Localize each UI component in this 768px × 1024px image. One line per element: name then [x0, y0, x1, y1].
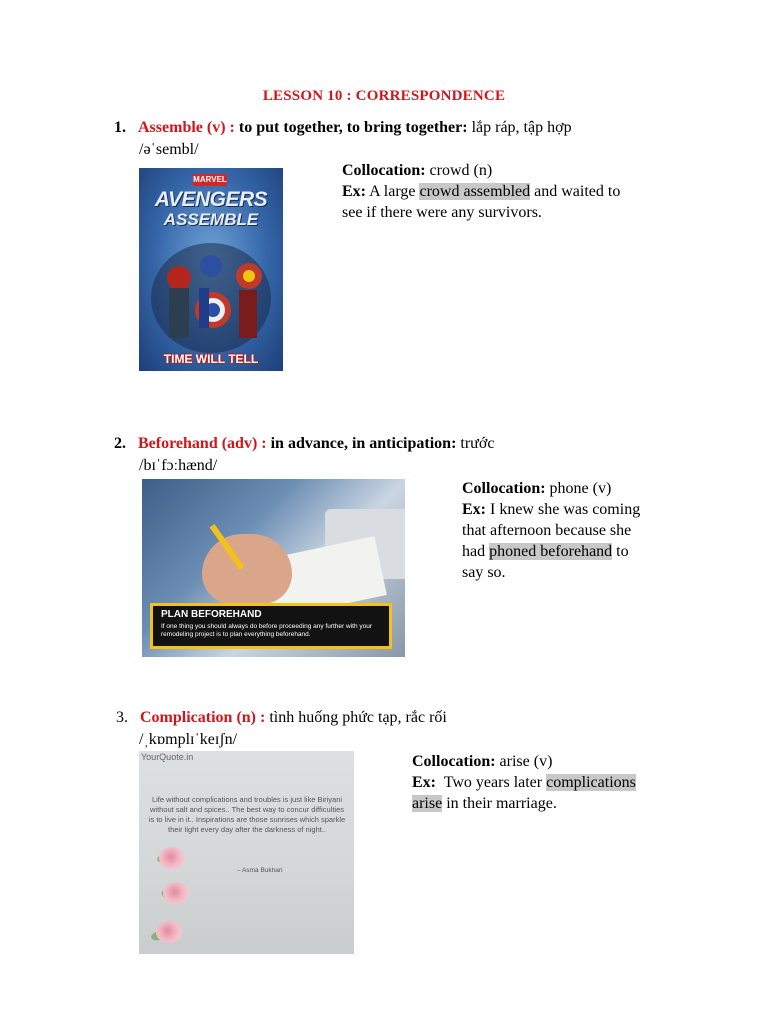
hand-shape	[202, 534, 292, 604]
entry-term: Assemble (v) :	[138, 119, 235, 136]
example-highlight: phoned beforehand	[489, 543, 613, 560]
example-text: had	[462, 543, 486, 560]
poster-title-2: ASSEMBLE	[163, 210, 259, 229]
rose-decoration	[159, 847, 185, 869]
rose-decoration	[163, 882, 189, 904]
example-text: in their marriage.	[446, 795, 557, 812]
yourquote-logo: YourQuote.in	[141, 752, 194, 762]
entry-3-phonetic: /ˌkɒmplɪˈkeɪʃn/	[139, 731, 238, 748]
example-highlight: arise	[412, 795, 443, 812]
example-highlight: complications	[546, 774, 636, 791]
plan-beforehand-image	[142, 479, 405, 657]
heroes-illustration	[139, 168, 283, 371]
lesson-title: LESSON 10 : CORRESPONDENCE	[262, 88, 506, 104]
entry-1-notes	[342, 160, 672, 223]
marvel-logo: MARVEL	[193, 175, 227, 184]
entry-2-headline	[114, 435, 494, 453]
example-text: say so.	[462, 564, 506, 581]
poster-title-1: AVENGERS	[154, 188, 268, 211]
entry-meaning: tình huống phức tạp, rắc rối	[269, 709, 447, 726]
quote-image	[139, 751, 354, 954]
example-label: Ex:	[462, 501, 486, 518]
example-text: that afternoon because she	[462, 522, 632, 539]
entry-definition: to put together, to bring together:	[238, 119, 468, 136]
poster-tagline: TIME WILL TELL	[163, 352, 259, 366]
entry-number: 3.	[116, 709, 128, 726]
quote-author: – Asma Bukhari	[237, 867, 283, 874]
entry-2-notes	[462, 478, 682, 583]
entry-2-phonetic: /bɪˈfɔːhænd/	[139, 457, 218, 474]
collocation-label: Collocation:	[462, 480, 546, 497]
entry-term: Beforehand (adv) :	[138, 435, 267, 452]
rose-decoration	[156, 921, 182, 943]
example-text: and waited to	[534, 183, 621, 200]
example-highlight: crowd assembled	[419, 183, 531, 200]
plan-caption-box	[150, 603, 392, 649]
entry-term: Complication (n) :	[140, 709, 266, 726]
entry-number: 1.	[114, 119, 126, 136]
entry-meaning: lắp ráp, tập hợp	[471, 119, 572, 136]
collocation-label: Collocation:	[342, 162, 426, 179]
entry-number: 2.	[114, 435, 126, 452]
plan-heading: PLAN BEFOREHAND	[161, 609, 262, 620]
example-label: Ex:	[412, 774, 436, 791]
collocation-value: arise (v)	[499, 753, 553, 770]
avengers-assemble-image	[139, 168, 283, 371]
entry-definition: in advance, in anticipation:	[270, 435, 457, 452]
collocation-value: crowd (n)	[429, 162, 493, 179]
example-text: A large	[369, 183, 416, 200]
plan-body: If one thing you should always do before proceeding any further with your remodeling project is to plan everything beforehand.	[161, 623, 373, 638]
example-label: Ex:	[342, 183, 366, 200]
example-text: Two years later	[443, 774, 543, 791]
entry-3-headline	[116, 709, 447, 727]
entry-1-headline	[114, 119, 572, 137]
entry-meaning: trước	[460, 435, 495, 452]
quote-text: Life without complications and troubles is just like Biriyani without salt and spices.. The best way to concur difficulties is to live in it.. Inspirations are those sunrises which sparkle their light every day after the darkness of night..	[148, 795, 346, 834]
example-text: see if there were any survivors.	[342, 204, 542, 221]
entry-3-notes	[412, 751, 682, 814]
collocation-value: phone (v)	[549, 480, 612, 497]
entry-1-phonetic: /əˈsembl/	[139, 141, 199, 158]
example-text: I knew she was coming	[490, 501, 641, 518]
collocation-label: Collocation:	[412, 753, 496, 770]
example-text: to	[616, 543, 629, 560]
